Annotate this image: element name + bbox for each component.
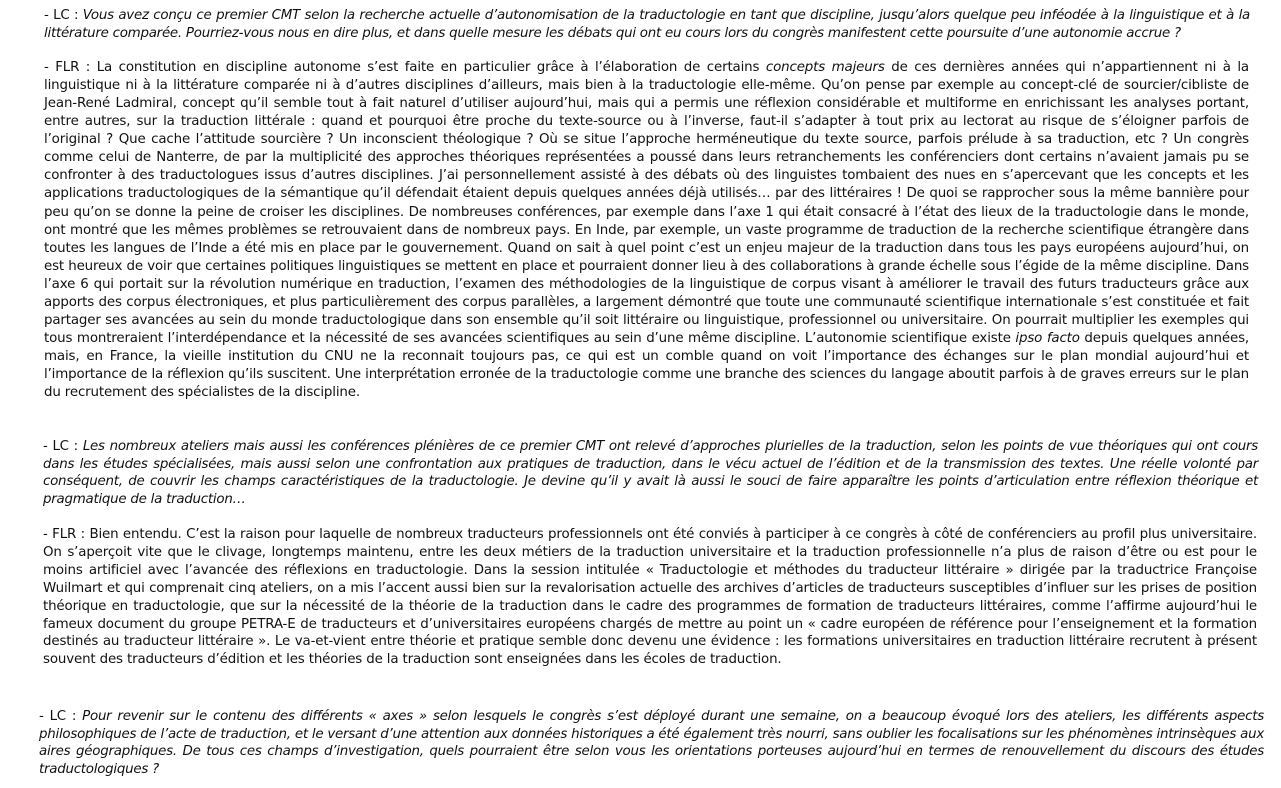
answer-paragraph [43,526,1257,669]
question-paragraph [43,438,1258,508]
question-text: Les nombreux ateliers mais aussi les conférences plénières de ce premier CMT ont relevé d’approches plurielles de la traduction, selon les points de vue théoriques qui ont cours dans les études spécialisées, mais aussi selon une confrontation aux pratiques de traduction, dans le vécu actuel de l’édition et de la transmission des textes. Une réelle volonté par conséquent, de couvrir les champs caractéristiques de la traductologie. Je devine qu’il y avait là aussi le souci de faire apparaître les points d’articulation entre réflexion théorique et pragmatique de la traduction… [43,439,1258,507]
answer-text: Bien entendu. C’est la raison pour laquelle de nombreux traducteurs professionnels ont été conviés à participer à ce congrès à côté de conférenciers au profil plus universitaire. On s’aperçoit vite que le clivage, longtemps maintenu, entre les deux métiers de la traduction universitaire et la traduction professionnelle n’a plus de raison d’être ou est pour le moins artificiel avec l’avancée des réflexions en traductologie. Dans la session intitulée « Traductologie et méthodes du traducteur littéraire » dirigée par la traductrice Françoise Wuilmart et qui comprenait cinq ateliers, on a mis l’accent aussi bien sur la revalorisation actuelle des archives d’articles de traducteurs susceptibles d’influer sur les prises de position théorique en traductologie, que sur la nécessité de la théorie de la traduction dans le cadre des programmes de formation de traducteurs littéraires, comme l’affirme aujourd’hui le fameux document du groupe PETRA-E de traducteurs et d’universitaires européens chargés de mettre au point un « cadre européen de référence pour l’enseignement et la formation destinés au traducteur littéraire ». Le va-et-vient entre théorie et pratique semble donc devenu une évidence : les formations universitaires en traduction littéraire recrutent à présent souvent des traducteurs d’édition et les théories de la traduction sont enseignées dans les écoles de traduction. [43,527,1257,668]
question-text: Vous avez conçu ce premier CMT selon la recherche actuelle d’autonomisation de la traductologie en tant que discipline, jusqu’alors quelque peu inféodée à la linguistique et à la littérature comparée. Pourriez-vous nous en dire plus, et dans quelle mesure les débats qui ont eu cours lors du congrès manifestent cette poursuite d’une autonomie accrue ? [44,8,1250,41]
answer-text: depuis quelques années, mais, en France, la vieille institution du CNU ne la reconnait toujours pas, ce qui est un comble quand on voit l’importance des échanges sur le plan mondial aujourd’hui et l’importance de la réflexion qu’ils suscitent. Une interprétation erronée de la traductologie comme une branche des sciences du langage aboutit parfois à de graves erreurs sur le plan du recrutement des spécialistes de la discipline. [44,330,1249,401]
question-paragraph [39,708,1264,778]
question-paragraph [44,7,1250,42]
emphasis-text: ipso facto [1015,330,1080,346]
answer-paragraph [44,59,1249,402]
answer-text: La constitution en discipline autonome s’est faite en particulier grâce à l’élaboration de certains [96,60,766,75]
answer-text: de ces dernières années qui n’appartiennent ni à la linguistique ni à la littérature comparée ni à d’autres disciplines d’ailleurs, mais bien à la traductologie elle-même. Qu’on pense par exemple au concept-clé de sourcier/cibliste de Jean-René Ladmiral, concept qu’il semble tout à fait naturel d’utiliser aujourd’hui, mais qui a permis une réflexion considérable et multiforme en enrichissant les analyses portant, entre autres, sur la traduction littérale : quand et pourquoi être proche du texte-source ou à l’inverse, faut-il s’adapter à tout prix au lectorat au risque de s’éloigner parfois de l’original ? Que cache l’attitude sourcière ? Un inconscient théologique ? Où se situe l’approche herméneutique du texte source, parfois prélude à sa traduction, etc ? Un congrès comme celui de Nanterre, de par la multiplicité des approches théoriques représentées a poussé dans leurs retranchements les conférenciers dont certains n’avaient jamais pu se confronter à des traductologues issus d’autres disciplines. J’ai personnellement assisté à des débats où des linguistes tombaient des nues en s’apercevant que les concepts et les applications traductologiques de la sémantique qu’il défendait étaient depuis quelques années déjà utilisés… par des littéraires ! De quoi se rapprocher sous la même bannière pour peu qu’on se donne la peine de croiser les disciplines. De nombreuses conférences, par exemple dans l’axe 1 qui était consacré à l’état des lieux de la traductologie dans le monde, ont montré que les mêmes problèmes se retrouvaient dans de nombreux pays. En Inde, par exemple, un vaste programme de traduction de la recherche scientifique étrangère dans toutes les langues de l’Inde a été mis en place par le gouvernement. Quand on sait à quel point c’est un enjeu majeur de la traduction dans tous les pays européens aujourd’hui, on est heureux de voir que certaines politiques linguistiques se mettent en place et pourraient donner lieu à des collaborations à grande échelle sous l’égide de la même discipline. Dans l’axe 6 qui portait sur la révolution numérique en traduction, l’examen des méthodologies de la linguistique de corpus visant à améliorer le travail des futurs traducteurs grâce aux apports des corpus électroniques, et plus particulièrement des corpus parallèles, a largement démontré que toute une communauté scientifique internationale s’est constituée et fait partager ses avancées au sein du monde traductologique dans son ensemble qu’il soit littéraire ou linguistique, professionnel ou universitaire. On pourrait multiplier les exemples qui tous montreraient l’interdépendance et la nécessité de ses avancées scientifiques au sein d’une même discipline. L’autonomie scientifique existe [44,60,1249,346]
emphasis-text: concepts majeurs [765,60,885,75]
speaker-label: - FLR : [43,527,90,542]
speaker-label: - LC : [44,8,83,23]
question-text: Pour revenir sur le contenu des différents « axes » selon lesquels le congrès s’est déployé durant une semaine, on a beaucoup évoqué lors des ateliers, les différents aspects philosophiques de l’acte de traduction, et le versant d’une attention aux données historiques a été également très nourri, sans oublier les focalisations sur les phénomènes intrinsèques aux aires géographiques. De tous ces champs d’investigation, quels pourraient être selon vous les orientations porteuses aujourd’hui en termes de renouvellement du discours des études traductologiques ? [39,709,1264,777]
speaker-label: - LC : [39,709,83,724]
speaker-label: - LC : [43,439,83,454]
speaker-label: - FLR : [44,60,97,75]
